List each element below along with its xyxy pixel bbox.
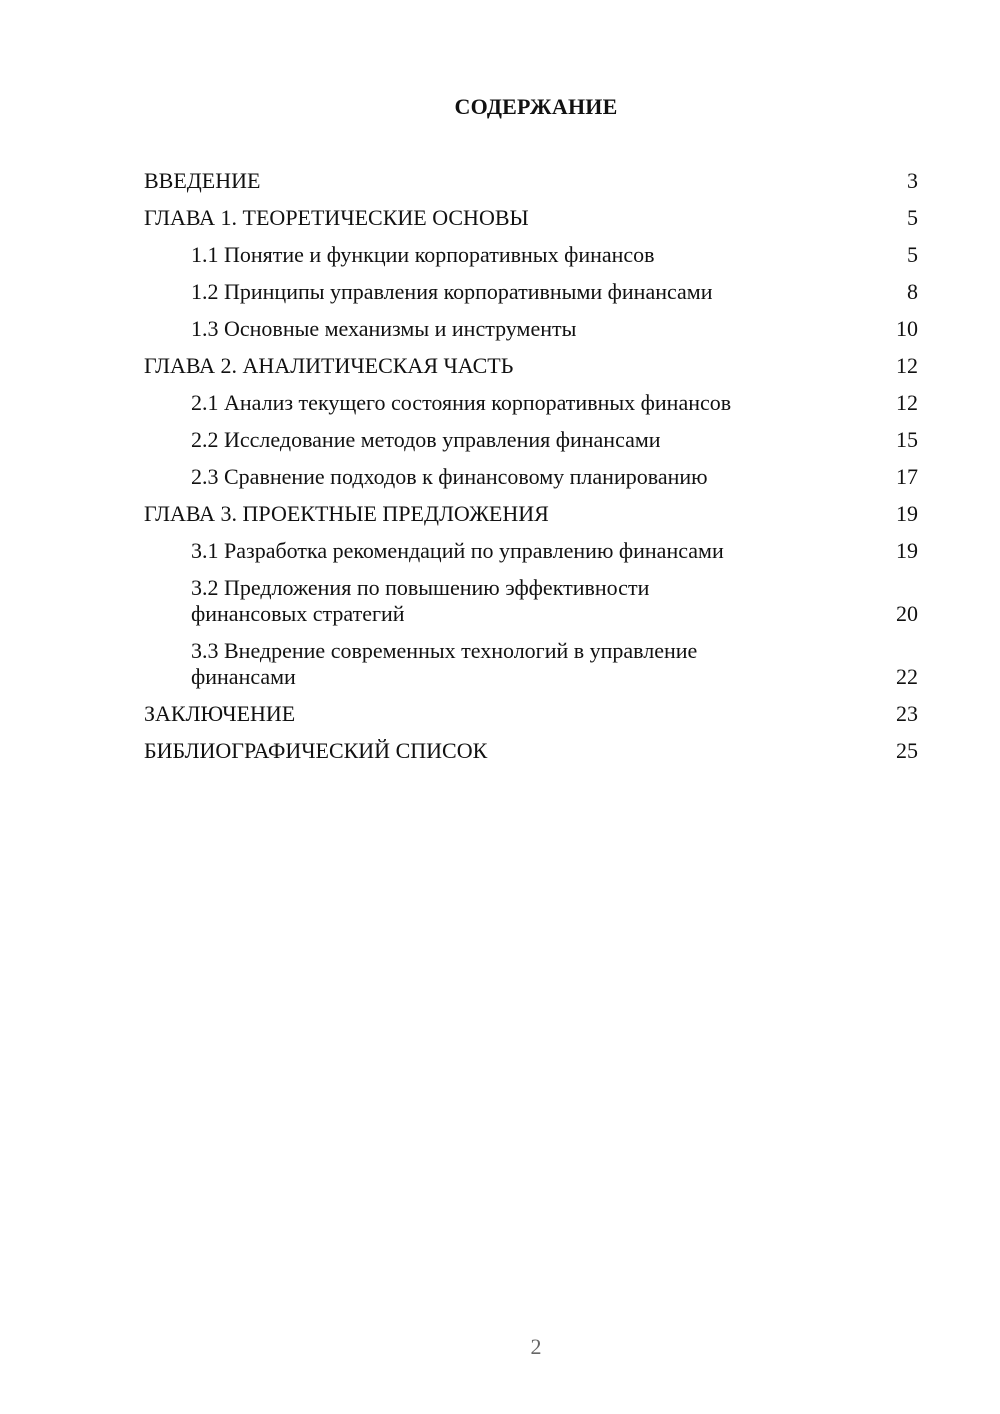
page-title: СОДЕРЖАНИЕ (454, 94, 618, 119)
toc-entry-page: 3 (907, 168, 918, 193)
toc-entry-bibliography[interactable] (144, 738, 918, 764)
toc-entry-section-1-1[interactable] (144, 242, 918, 268)
toc-entry-label: 1.1 Понятие и функции корпоративных финансов (191, 242, 655, 267)
page-number: 2 (530, 1334, 542, 1359)
toc-entry-section-2-3[interactable] (144, 464, 918, 490)
toc-entry-label: 1.3 Основные механизмы и инструменты (191, 316, 577, 341)
toc-entry-page: 19 (896, 501, 918, 526)
toc-entry-label: ВВЕДЕНИЕ (144, 168, 261, 193)
toc-entry-label: 2.3 Сравнение подходов к финансовому планированию (191, 464, 708, 489)
toc-entry-page: 25 (896, 738, 918, 763)
toc-entry-section-1-3[interactable] (144, 316, 918, 342)
toc-entry-section-3-1[interactable] (144, 538, 918, 564)
toc-entry-page: 5 (907, 242, 918, 267)
toc-entry-page: 10 (896, 316, 918, 341)
toc-entry-page: 8 (907, 279, 918, 304)
toc-entry-page: 12 (896, 353, 918, 378)
toc-entry-page: 5 (907, 205, 918, 230)
toc-entry-introduction[interactable] (144, 168, 918, 194)
toc-entry-section-1-2[interactable] (144, 279, 918, 305)
toc-entry-page: 19 (896, 538, 918, 563)
toc-entry-label: 3.1 Разработка рекомендаций по управлению финансами (191, 538, 724, 563)
toc-entry-page: 15 (896, 427, 918, 452)
toc-entry-label: ЗАКЛЮЧЕНИЕ (144, 701, 296, 726)
toc-entry-page: 23 (896, 701, 918, 726)
toc-entry-chapter-1[interactable] (144, 205, 918, 231)
toc-entry-label: ГЛАВА 1. ТЕОРЕТИЧЕСКИЕ ОСНОВЫ (144, 205, 529, 230)
toc-entry-label: 1.2 Принципы управления корпоративными финансами (191, 279, 713, 304)
toc-entry-page: 20 (896, 601, 918, 626)
toc-entry-label: ГЛАВА 2. АНАЛИТИЧЕСКАЯ ЧАСТЬ (144, 353, 514, 378)
toc-entry-section-3-2[interactable] (144, 575, 918, 627)
toc-entry-section-2-1[interactable] (144, 390, 918, 416)
toc-entry-page: 17 (896, 464, 918, 489)
toc-entry-page: 22 (896, 664, 918, 689)
toc-entry-section-3-3[interactable] (144, 638, 918, 690)
table-of-contents (144, 168, 918, 775)
toc-entry-label: 2.1 Анализ текущего состояния корпоративных финансов (191, 390, 732, 415)
toc-entry-page: 12 (896, 390, 918, 415)
toc-entry-conclusion[interactable] (144, 701, 918, 727)
toc-entry-label: 3.3 Внедрение современных технологий в управление финансами (191, 638, 698, 689)
toc-entry-label: 3.2 Предложения по повышению эффективности финансовых стратегий (191, 575, 650, 626)
toc-entry-label: БИБЛИОГРАФИЧЕСКИЙ СПИСОК (144, 738, 488, 763)
toc-entry-chapter-2[interactable] (144, 353, 918, 379)
toc-entry-label: ГЛАВА 3. ПРОЕКТНЫЕ ПРЕДЛОЖЕНИЯ (144, 501, 549, 526)
toc-entry-chapter-3[interactable] (144, 501, 918, 527)
toc-entry-label: 2.2 Исследование методов управления финансами (191, 427, 661, 452)
toc-entry-section-2-2[interactable] (144, 427, 918, 453)
